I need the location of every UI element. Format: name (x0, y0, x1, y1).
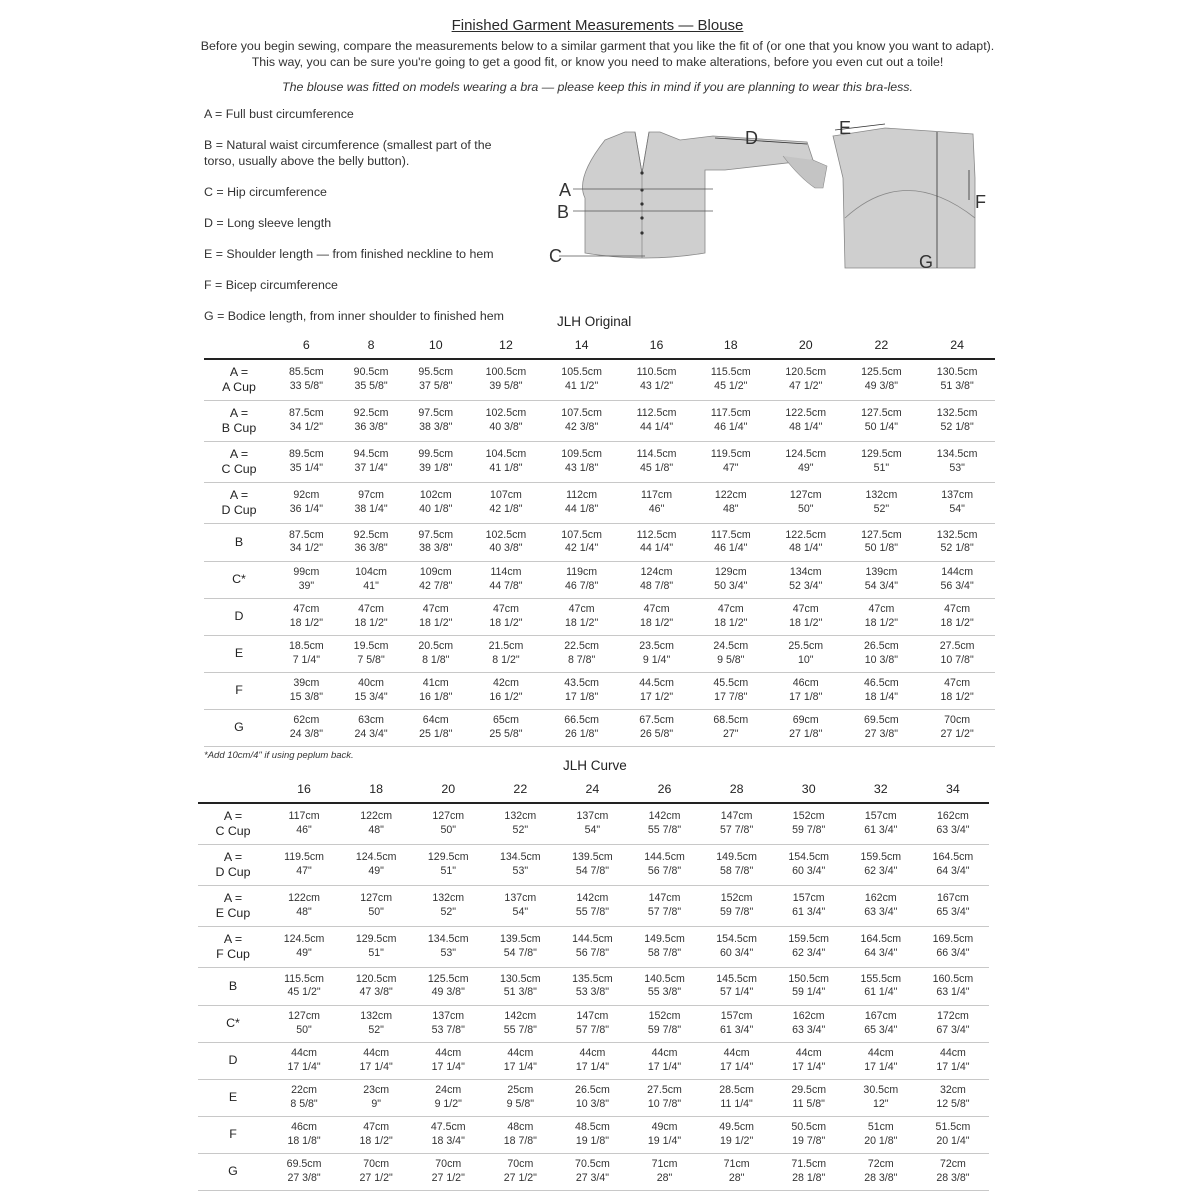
measurement-cell: 142cm 55 7/8" (484, 1005, 556, 1042)
measurement-cell: 44cm 17 1/4" (484, 1042, 556, 1079)
measurement-cell: 22cm 8 5/8" (268, 1079, 340, 1116)
measurement-cell: 99.5cm 39 1/8" (403, 441, 468, 482)
measurement-cell: 114cm 44 7/8" (468, 561, 544, 598)
measurement-cell: 67.5cm 26 5/8" (619, 709, 693, 746)
measurement-cell: 164.5cm 64 3/4" (845, 926, 917, 967)
measurement-cell: 44cm 17 1/4" (340, 1042, 412, 1079)
measurement-cell: 112.5cm 44 1/4" (619, 400, 693, 441)
measurement-cell: 85.5cm 33 5/8" (274, 359, 339, 400)
measurement-cell: 70cm 27 1/2" (412, 1153, 484, 1190)
measurement-cell: 124.5cm 49" (340, 844, 412, 885)
row-label: E (204, 635, 274, 672)
measurement-cell: 51cm 20 1/8" (845, 1116, 917, 1153)
measurement-cell: 132cm 52" (412, 885, 484, 926)
measurement-cell: 99cm 39" (274, 561, 339, 598)
measurement-cell: 137cm 54" (919, 482, 995, 523)
measurement-cell: 49cm 19 1/4" (628, 1116, 700, 1153)
row-label: G (198, 1153, 268, 1190)
measurement-cell: 69.5cm 27 3/8" (268, 1153, 340, 1190)
measurement-cell: 102.5cm 40 3/8" (468, 400, 544, 441)
measurement-cell: 27.5cm 10 7/8" (628, 1079, 700, 1116)
measurement-cell: 172cm 67 3/4" (917, 1005, 989, 1042)
measurement-cell: 124.5cm 49" (768, 441, 844, 482)
measurement-cell: 162cm 63 3/4" (773, 1005, 845, 1042)
measurement-cell: 48cm 18 7/8" (484, 1116, 556, 1153)
measurement-cell: 155.5cm 61 1/4" (845, 967, 917, 1005)
measurement-cell: 47cm 18 1/2" (919, 672, 995, 709)
row-label: A = C Cup (204, 441, 274, 482)
size-header: 14 (544, 332, 620, 359)
measurement-cell: 147cm 57 7/8" (628, 885, 700, 926)
row-label: A = A Cup (204, 359, 274, 400)
table-title-curve: JLH Curve (563, 758, 627, 773)
measurement-cell: 46.5cm 18 1/4" (844, 672, 920, 709)
row-label: A = D Cup (198, 844, 268, 885)
measurement-cell: 94.5cm 37 1/4" (339, 441, 404, 482)
size-header: 22 (484, 776, 556, 803)
measurement-cell: 70cm 27 1/2" (340, 1153, 412, 1190)
measurement-cell: 70cm 27 1/2" (919, 709, 995, 746)
legend-e: E = Shoulder length — from finished neckline to hem (204, 247, 494, 261)
measurement-cell: 117cm 46" (268, 803, 340, 844)
measurement-cell: 87.5cm 34 1/2" (274, 523, 339, 561)
measurement-cell: 25.5cm 10" (768, 635, 844, 672)
diagram-label-e: E (839, 118, 852, 138)
measurement-cell: 109.5cm 43 1/8" (544, 441, 620, 482)
legend-f: F = Bicep circumference (204, 278, 338, 292)
measurement-cell: 45.5cm 17 7/8" (694, 672, 768, 709)
measurement-cell: 71cm 28" (701, 1153, 773, 1190)
measurement-cell: 149.5cm 58 7/8" (701, 844, 773, 885)
measurement-cell: 20.5cm 8 1/8" (403, 635, 468, 672)
table-row (198, 926, 989, 967)
measurement-cell: 122cm 48" (694, 482, 768, 523)
legend-b: B = Natural waist circumference (smallest part of the torso, usually above the belly button). (204, 138, 492, 168)
size-header: 6 (274, 332, 339, 359)
measurement-cell: 154.5cm 60 3/4" (701, 926, 773, 967)
measurement-cell: 44cm 17 1/4" (556, 1042, 628, 1079)
table-row (198, 1079, 989, 1116)
table-header-row (204, 332, 995, 359)
size-header: 12 (468, 332, 544, 359)
measurement-cell: 47cm 18 1/2" (544, 598, 620, 635)
measurement-cell: 97cm 38 1/4" (339, 482, 404, 523)
measurement-cell: 122cm 48" (268, 885, 340, 926)
measurement-cell: 167cm 65 3/4" (845, 1005, 917, 1042)
measurement-cell: 47cm 18 1/2" (844, 598, 920, 635)
measurement-cell: 162cm 63 3/4" (917, 803, 989, 844)
table-row (198, 1153, 989, 1190)
measurement-cell: 107cm 42 1/8" (468, 482, 544, 523)
measurement-cell: 130.5cm 51 3/8" (484, 967, 556, 1005)
measurement-cell: 127.5cm 50 1/8" (844, 523, 920, 561)
measurement-cell: 25cm 9 5/8" (484, 1079, 556, 1116)
measurement-cell: 117.5cm 46 1/4" (694, 523, 768, 561)
table-row (204, 561, 995, 598)
table-row (198, 885, 989, 926)
table-row (204, 400, 995, 441)
measurement-cell: 160.5cm 63 1/4" (917, 967, 989, 1005)
measurement-cell: 104.5cm 41 1/8" (468, 441, 544, 482)
measurement-cell: 44.5cm 17 1/2" (619, 672, 693, 709)
intro-paragraph: Before you begin sewing, compare the measurements below to a similar garment that you like the fit of (or one that you know you want to adapt). This way, you can be sure you're going to get a good fit, or know you need to make alterations, before you even cut out a toile! (200, 39, 995, 69)
measurement-cell: 21.5cm 8 1/2" (468, 635, 544, 672)
measurement-cell: 47cm 18 1/2" (340, 1116, 412, 1153)
measurement-cell: 129.5cm 51" (412, 844, 484, 885)
table-title-original: JLH Original (557, 314, 632, 329)
measurement-cell: 129cm 50 3/4" (694, 561, 768, 598)
measurement-cell: 47cm 18 1/2" (274, 598, 339, 635)
measurement-cell: 43.5cm 17 1/8" (544, 672, 620, 709)
measurement-cell: 164.5cm 64 3/4" (917, 844, 989, 885)
measurement-cell: 120.5cm 47 3/8" (340, 967, 412, 1005)
table-row (204, 359, 995, 400)
measurement-cell: 107.5cm 42 1/4" (544, 523, 620, 561)
legend-d: D = Long sleeve length (204, 216, 332, 230)
measurement-cell: 140.5cm 55 3/8" (628, 967, 700, 1005)
measurement-cell: 137cm 54" (484, 885, 556, 926)
measurement-cell: 71.5cm 28 1/8" (773, 1153, 845, 1190)
measurement-cell: 47.5cm 18 3/4" (412, 1116, 484, 1153)
measurement-cell: 149.5cm 58 7/8" (628, 926, 700, 967)
measurement-cell: 72cm 28 3/8" (917, 1153, 989, 1190)
measurement-cell: 139.5cm 54 7/8" (556, 844, 628, 885)
measurement-cell: 26.5cm 10 3/8" (844, 635, 920, 672)
measurement-cell: 87.5cm 34 1/2" (274, 400, 339, 441)
measurement-cell: 147cm 57 7/8" (556, 1005, 628, 1042)
measurement-cell: 105.5cm 41 1/2" (544, 359, 620, 400)
measurement-cell: 32cm 12 5/8" (917, 1079, 989, 1116)
measurement-cell: 39cm 15 3/8" (274, 672, 339, 709)
measurement-cell: 110.5cm 43 1/2" (619, 359, 693, 400)
measurement-cell: 102.5cm 40 3/8" (468, 523, 544, 561)
measurement-cell: 112.5cm 44 1/4" (619, 523, 693, 561)
measurement-cell: 144.5cm 56 7/8" (628, 844, 700, 885)
measurement-cell: 28.5cm 11 1/4" (701, 1079, 773, 1116)
footnote: *Add 10cm/4" if using peplum back. (204, 750, 354, 761)
measurement-cell: 69.5cm 27 3/8" (844, 709, 920, 746)
size-header: 22 (844, 332, 920, 359)
diagram-label-a: A (559, 180, 572, 200)
measurement-cell: 97.5cm 38 3/8" (403, 523, 468, 561)
measurement-cell: 30.5cm 12" (845, 1079, 917, 1116)
measurement-cell: 92cm 36 1/4" (274, 482, 339, 523)
measurement-cell: 95.5cm 37 5/8" (403, 359, 468, 400)
size-header: 16 (619, 332, 693, 359)
measurement-cell: 135.5cm 53 3/8" (556, 967, 628, 1005)
measurement-cell: 127cm 50" (768, 482, 844, 523)
measurement-cell: 169.5cm 66 3/4" (917, 926, 989, 967)
measurement-cell: 157cm 61 3/4" (773, 885, 845, 926)
measurement-cell: 109cm 42 7/8" (403, 561, 468, 598)
measurement-cell: 154.5cm 60 3/4" (773, 844, 845, 885)
measurement-cell: 129.5cm 51" (340, 926, 412, 967)
table-row (204, 441, 995, 482)
table-row (204, 709, 995, 746)
measurement-cell: 23.5cm 9 1/4" (619, 635, 693, 672)
measurement-cell: 19.5cm 7 5/8" (339, 635, 404, 672)
measurement-cell: 132cm 52" (484, 803, 556, 844)
table-row (204, 482, 995, 523)
measurement-cell: 72cm 28 3/8" (845, 1153, 917, 1190)
row-label: B (204, 523, 274, 561)
diagram-label-d: D (745, 128, 758, 148)
measurement-cell: 122cm 48" (340, 803, 412, 844)
measurement-cell: 122.5cm 48 1/4" (768, 523, 844, 561)
size-header: 10 (403, 332, 468, 359)
measurement-cell: 44cm 17 1/4" (773, 1042, 845, 1079)
measurement-cell: 159.5cm 62 3/4" (773, 926, 845, 967)
measurement-cell: 120.5cm 47 1/2" (768, 359, 844, 400)
measurement-cell: 117cm 46" (619, 482, 693, 523)
size-header: 16 (268, 776, 340, 803)
measurement-cell: 44cm 17 1/4" (917, 1042, 989, 1079)
measurement-cell: 125.5cm 49 3/8" (412, 967, 484, 1005)
measurement-cell: 66.5cm 26 1/8" (544, 709, 620, 746)
measurement-cell: 162cm 63 3/4" (845, 885, 917, 926)
measurement-cell: 71cm 28" (628, 1153, 700, 1190)
measurement-cell: 112cm 44 1/8" (544, 482, 620, 523)
measurement-cell: 115.5cm 45 1/2" (694, 359, 768, 400)
row-label: D (204, 598, 274, 635)
measurement-cell: 44cm 17 1/4" (268, 1042, 340, 1079)
size-header: 34 (917, 776, 989, 803)
table-row (198, 1116, 989, 1153)
measurements-table-curve (198, 776, 989, 1191)
header-corner (198, 776, 268, 803)
measurement-cell: 134.5cm 53" (412, 926, 484, 967)
measurement-cell: 24cm 9 1/2" (412, 1079, 484, 1116)
measurement-cell: 65cm 25 5/8" (468, 709, 544, 746)
measurement-cell: 47cm 18 1/2" (403, 598, 468, 635)
measurement-cell: 47cm 18 1/2" (694, 598, 768, 635)
blouse-back-illustration (833, 124, 975, 268)
measurement-cell: 89.5cm 35 1/4" (274, 441, 339, 482)
measurement-cell: 159.5cm 62 3/4" (845, 844, 917, 885)
size-header: 8 (339, 332, 404, 359)
measurement-cell: 47cm 18 1/2" (619, 598, 693, 635)
row-label: E (198, 1079, 268, 1116)
size-header: 18 (694, 332, 768, 359)
measurement-cell: 130.5cm 51 3/8" (919, 359, 995, 400)
size-header: 32 (845, 776, 917, 803)
legend-g: G = Bodice length, from inner shoulder to finished hem (204, 309, 504, 323)
measurement-cell: 47cm 18 1/2" (768, 598, 844, 635)
measurement-cell: 102cm 40 1/8" (403, 482, 468, 523)
measurement-cell: 27.5cm 10 7/8" (919, 635, 995, 672)
measurement-cell: 142cm 55 7/8" (628, 803, 700, 844)
row-label: A = C Cup (198, 803, 268, 844)
diagram-label-g: G (919, 252, 934, 272)
measurement-cell: 92.5cm 36 3/8" (339, 400, 404, 441)
measurement-cell: 40cm 15 3/4" (339, 672, 404, 709)
measurement-cell: 69cm 27 1/8" (768, 709, 844, 746)
measurement-cell: 18.5cm 7 1/4" (274, 635, 339, 672)
diagram-label-c: C (549, 246, 562, 266)
measurement-cell: 134.5cm 53" (484, 844, 556, 885)
measurement-cell: 152cm 59 7/8" (773, 803, 845, 844)
row-label: D (198, 1042, 268, 1079)
diagram-label-b: B (557, 202, 570, 222)
measurement-cell: 119.5cm 47" (268, 844, 340, 885)
measurement-cell: 134.5cm 53" (919, 441, 995, 482)
measurement-cell: 44cm 17 1/4" (412, 1042, 484, 1079)
table-row (204, 672, 995, 709)
measurement-cell: 42cm 16 1/2" (468, 672, 544, 709)
row-label: A = D Cup (204, 482, 274, 523)
measurement-cell: 24.5cm 9 5/8" (694, 635, 768, 672)
measurement-cell: 137cm 53 7/8" (412, 1005, 484, 1042)
measurement-cell: 70cm 27 1/2" (484, 1153, 556, 1190)
table-row (198, 967, 989, 1005)
measurement-cell: 104cm 41" (339, 561, 404, 598)
header-corner (204, 332, 274, 359)
table-row (198, 803, 989, 844)
row-label: F (198, 1116, 268, 1153)
measurement-cell: 46cm 18 1/8" (268, 1116, 340, 1153)
page-title: Finished Garment Measurements — Blouse (451, 17, 744, 34)
measurement-cell: 115.5cm 45 1/2" (268, 967, 340, 1005)
measurement-cell: 132cm 52" (844, 482, 920, 523)
row-label: G (204, 709, 274, 746)
table-row (198, 1042, 989, 1079)
table-row (204, 598, 995, 635)
measurement-cell: 44cm 17 1/4" (628, 1042, 700, 1079)
bra-note: The blouse was fitted on models wearing a bra — please keep this in mind if you are planning to wear this bra-less. (282, 80, 913, 94)
table-row (204, 635, 995, 672)
measurement-cell: 167cm 65 3/4" (917, 885, 989, 926)
measurement-cell: 41cm 16 1/8" (403, 672, 468, 709)
measurements-table-original (204, 332, 995, 747)
measurement-cell: 157cm 61 3/4" (845, 803, 917, 844)
measurement-cell: 48.5cm 19 1/8" (556, 1116, 628, 1153)
measurement-cell: 132cm 52" (340, 1005, 412, 1042)
row-label: C* (198, 1005, 268, 1042)
measurement-cell: 92.5cm 36 3/8" (339, 523, 404, 561)
row-label: F (204, 672, 274, 709)
measurement-cell: 46cm 17 1/8" (768, 672, 844, 709)
measurement-cell: 122.5cm 48 1/4" (768, 400, 844, 441)
size-header: 26 (628, 776, 700, 803)
size-header: 24 (919, 332, 995, 359)
size-header: 20 (768, 332, 844, 359)
measurement-cell: 114.5cm 45 1/8" (619, 441, 693, 482)
size-header: 18 (340, 776, 412, 803)
measurement-cell: 62cm 24 3/8" (274, 709, 339, 746)
measurement-cell: 137cm 54" (556, 803, 628, 844)
measurement-cell: 127cm 50" (412, 803, 484, 844)
measurement-cell: 139.5cm 54 7/8" (484, 926, 556, 967)
measurement-cell: 49.5cm 19 1/2" (701, 1116, 773, 1153)
size-header: 28 (701, 776, 773, 803)
row-label: B (198, 967, 268, 1005)
measurement-cell: 119.5cm 47" (694, 441, 768, 482)
size-header: 30 (773, 776, 845, 803)
blouse-front-illustration (559, 132, 827, 258)
measurement-cell: 129.5cm 51" (844, 441, 920, 482)
diagram-label-f: F (975, 192, 986, 212)
table-row (198, 1005, 989, 1042)
measurement-cell: 47cm 18 1/2" (339, 598, 404, 635)
measurement-cell: 68.5cm 27" (694, 709, 768, 746)
size-header: 20 (412, 776, 484, 803)
measurement-cell: 147cm 57 7/8" (701, 803, 773, 844)
measurement-cell: 142cm 55 7/8" (556, 885, 628, 926)
measurement-cell: 23cm 9" (340, 1079, 412, 1116)
measurement-cell: 44cm 17 1/4" (701, 1042, 773, 1079)
measurement-cell: 139cm 54 3/4" (844, 561, 920, 598)
measurement-cell: 29.5cm 11 5/8" (773, 1079, 845, 1116)
measurement-cell: 124.5cm 49" (268, 926, 340, 967)
measurement-cell: 150.5cm 59 1/4" (773, 967, 845, 1005)
size-header: 24 (556, 776, 628, 803)
measurement-cell: 157cm 61 3/4" (701, 1005, 773, 1042)
measurement-cell: 124cm 48 7/8" (619, 561, 693, 598)
measurement-cell: 63cm 24 3/4" (339, 709, 404, 746)
measurement-cell: 134cm 52 3/4" (768, 561, 844, 598)
measurement-cell: 100.5cm 39 5/8" (468, 359, 544, 400)
measurement-cell: 127cm 50" (340, 885, 412, 926)
measurement-cell: 47cm 18 1/2" (919, 598, 995, 635)
row-label: C* (204, 561, 274, 598)
measurement-cell: 145.5cm 57 1/4" (701, 967, 773, 1005)
measurement-cell: 132.5cm 52 1/8" (919, 400, 995, 441)
measurement-cell: 144.5cm 56 7/8" (556, 926, 628, 967)
row-label: A = F Cup (198, 926, 268, 967)
measurement-cell: 22.5cm 8 7/8" (544, 635, 620, 672)
measurement-cell: 47cm 18 1/2" (468, 598, 544, 635)
table-row (198, 844, 989, 885)
measurement-cell: 144cm 56 3/4" (919, 561, 995, 598)
measurement-cell: 50.5cm 19 7/8" (773, 1116, 845, 1153)
measurement-cell: 152cm 59 7/8" (628, 1005, 700, 1042)
measurement-cell: 90.5cm 35 5/8" (339, 359, 404, 400)
measurement-cell: 119cm 46 7/8" (544, 561, 620, 598)
measurement-cell: 107.5cm 42 3/8" (544, 400, 620, 441)
legend-c: C = Hip circumference (204, 185, 327, 199)
row-label: A = B Cup (204, 400, 274, 441)
measurement-cell: 44cm 17 1/4" (845, 1042, 917, 1079)
measurement-cell: 97.5cm 38 3/8" (403, 400, 468, 441)
measurement-cell: 70.5cm 27 3/4" (556, 1153, 628, 1190)
legend-a: A = Full bust circumference (204, 107, 354, 121)
table-header-row (198, 776, 989, 803)
measurement-cell: 127.5cm 50 1/4" (844, 400, 920, 441)
table-row (204, 523, 995, 561)
measurement-cell: 64cm 25 1/8" (403, 709, 468, 746)
measurement-cell: 127cm 50" (268, 1005, 340, 1042)
measurement-cell: 125.5cm 49 3/8" (844, 359, 920, 400)
measurement-cell: 117.5cm 46 1/4" (694, 400, 768, 441)
measurement-cell: 132.5cm 52 1/8" (919, 523, 995, 561)
blouse-diagram (545, 118, 1005, 278)
measurement-cell: 26.5cm 10 3/8" (556, 1079, 628, 1116)
row-label: A = E Cup (198, 885, 268, 926)
measurement-cell: 152cm 59 7/8" (701, 885, 773, 926)
measurement-cell: 51.5cm 20 1/4" (917, 1116, 989, 1153)
